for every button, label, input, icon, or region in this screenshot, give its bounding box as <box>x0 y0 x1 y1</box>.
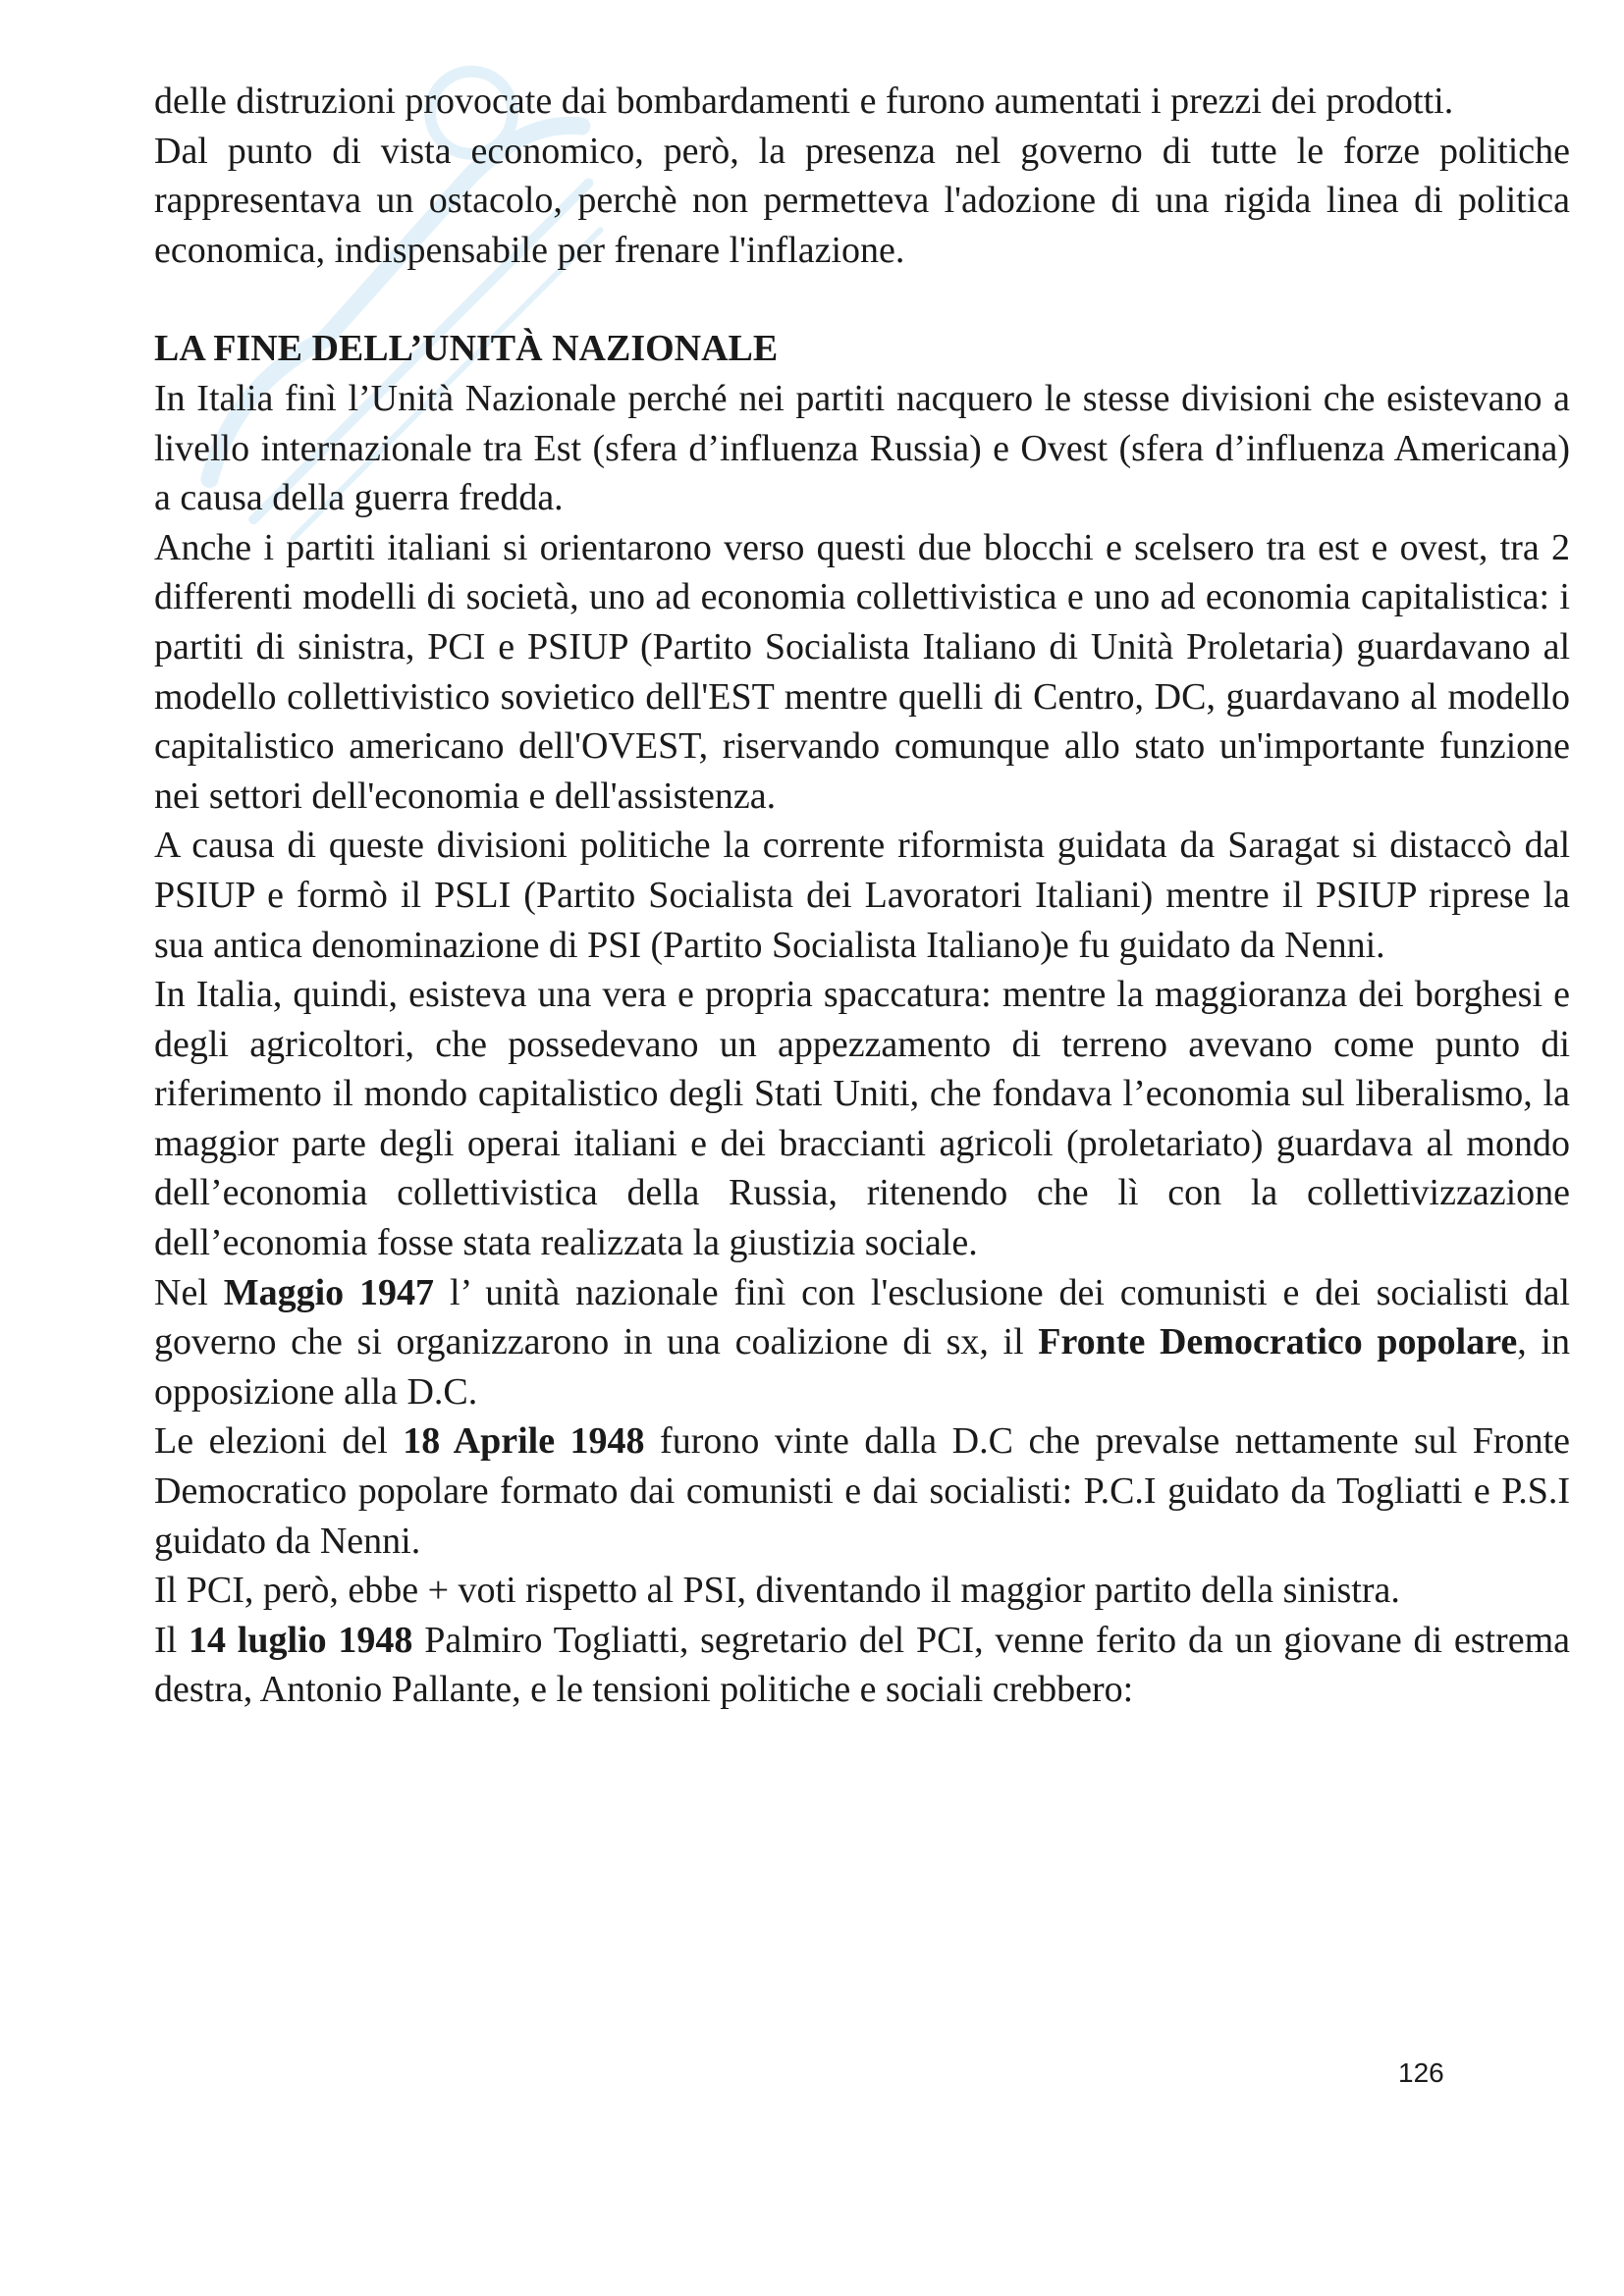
paragraph-spacer <box>154 275 1570 324</box>
bold-date: Maggio 1947 <box>223 1271 435 1313</box>
paragraph-maggio-1947 <box>154 1268 1570 1417</box>
paragraph-elezioni-1948 <box>154 1416 1570 1566</box>
text-run: l’ unità nazionale finì con l'esclusione dei comunisti e dei socialisti dal governo che si organizzarono in una coalizione di sx, il <box>154 1271 1570 1363</box>
paragraph: A causa di queste divisioni politiche la corrente riformista guidata da Saragat si distaccò dal PSIUP e formò il PSLI (Partito Socialista dei Lavoratori Italiani) mentre il PSIUP riprese la sua antica denominazione di PSI (Partito Socialista Italiano)e fu guidato da Nenni. <box>154 825 1570 966</box>
bold-term: Fronte Democratico popolare <box>1038 1321 1518 1363</box>
page-number: 126 <box>1398 2057 1444 2088</box>
bold-date: 14 luglio 1948 <box>189 1619 413 1661</box>
paragraph: Dal punto di vista economico, però, la presenza nel governo di tutte le forze politiche rappresentava un ostacolo, perchè non permetteva l'adozione di una rigida linea di politica economica, indispensabile per frenare l'inflazione. <box>154 130 1570 271</box>
text-run: Palmiro Togliatti, segretario del PCI, venne ferito da un giovane di estrema destra, Antonio Pallante, e le tensioni politiche e sociali crebbero: <box>154 1619 1570 1711</box>
text-run: furono vinte dalla D.C che prevalse nettamente sul Fronte Democratico popolare formato dai comunisti e dai socialisti: P.C.I guidato da Togliatti e P.S.I guidato da Nenni. <box>154 1420 1570 1562</box>
paragraph: In Italia finì l’Unità Nazionale perché nei partiti nacquero le stesse divisioni che esistevano a livello internazionale tra Est (sfera d’influenza Russia) e Ovest (sfera d’influenza Americana) a causa della guerra fredda. <box>154 377 1570 519</box>
text-run: , in opposizione alla D.C. <box>154 1321 1570 1413</box>
section-heading: LA FINE DELL’UNITÀ NAZIONALE <box>154 328 779 370</box>
paragraph: delle distruzioni provocate dai bombardamenti e furono aumentati i prezzi dei prodotti. <box>154 80 1454 122</box>
text-run: Nel <box>154 1271 224 1313</box>
text-run: Le elezioni del <box>154 1420 404 1463</box>
bold-date: 18 Aprile 1948 <box>403 1420 645 1463</box>
paragraph: In Italia, quindi, esisteva una vera e propria spaccatura: mentre la maggioranza dei borghesi e degli agricoltori, che possedevano un appezzamento di terreno avevano come punto di riferimento il mondo capitalistico degli Stati Uniti, che fondava l’economia sul liberalismo, la maggior parte degli operai italiani e dei braccianti agricoli (proletariato) guardava al mondo dell’economia collettivistica della Russia, ritenendo che lì con la collettivizzazione dell’economia fosse stata realizzata la giustizia sociale. <box>154 974 1570 1264</box>
page-body <box>154 77 1570 1715</box>
text-run: Il <box>154 1619 189 1661</box>
paragraph: Il PCI, però, ebbe + voti rispetto al PSI, diventando il maggior partito della sinistra. <box>154 1570 1400 1612</box>
paragraph: Anche i partiti italiani si orientarono verso questi due blocchi e scelsero tra est e ovest, tra 2 differenti modelli di società, uno ad economia collettivistica e uno ad economia capitalistica: i partiti di sinistra, PCI e PSIUP (Partito Socialista Italiano di Unità Proletaria) guardavano al modello collettivistico sovietico dell'EST mentre quelli di Centro, DC, guardavano al modello capitalistico americano dell'OVEST, riservando comunque allo stato un'importante funzione nei settori dell'economia e dell'assistenza. <box>154 526 1570 817</box>
paragraph-luglio-1948 <box>154 1616 1570 1715</box>
